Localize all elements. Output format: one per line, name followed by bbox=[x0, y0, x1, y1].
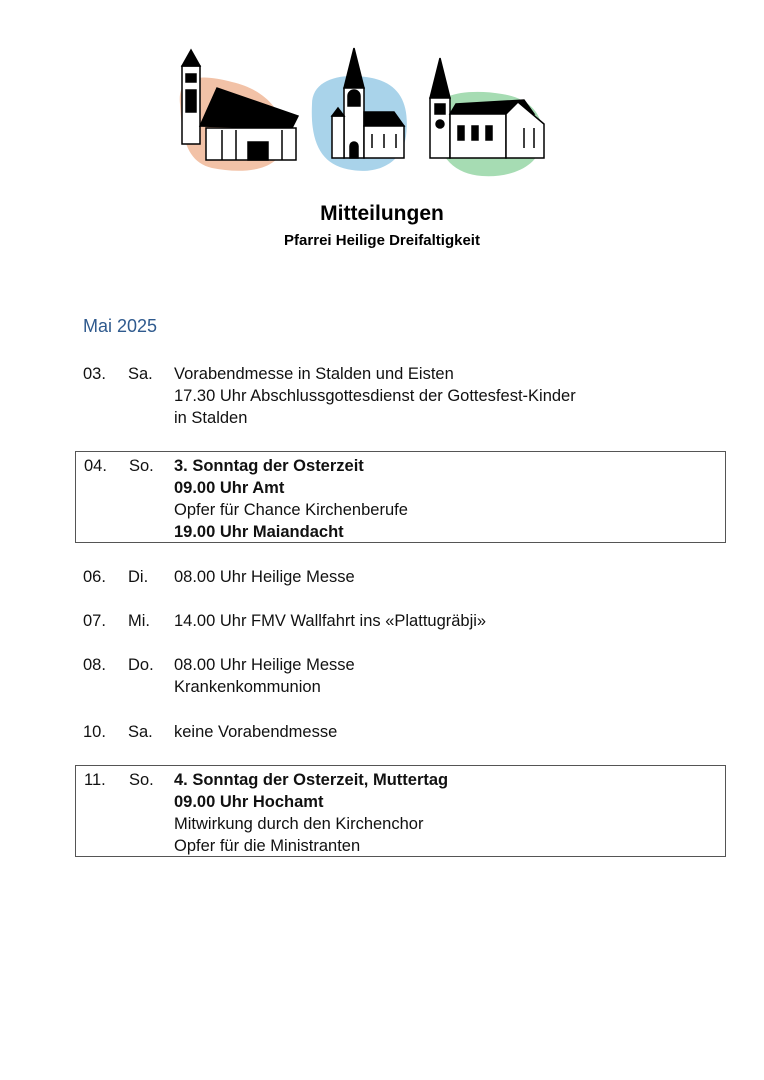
entry-line: 19.00 Uhr Maiandacht bbox=[174, 523, 344, 541]
page-title: Mitteilungen bbox=[320, 202, 444, 225]
entry-day: So. bbox=[129, 457, 154, 475]
entry-date: 10. bbox=[83, 723, 106, 741]
entry-line: 08.00 Uhr Heilige Messe bbox=[174, 568, 355, 586]
parish-churches-logo bbox=[172, 44, 552, 184]
schedule-entry-highlighted bbox=[75, 451, 726, 543]
month-heading: Mai 2025 bbox=[83, 316, 158, 336]
entry-line: 3. Sonntag der Osterzeit bbox=[174, 457, 364, 475]
entry-line: Opfer für Chance Kirchenberufe bbox=[174, 501, 408, 519]
entry-line: Vorabendmesse in Stalden und Eisten bbox=[174, 365, 454, 383]
schedule-entry-highlighted bbox=[75, 765, 726, 857]
entry-line: 09.00 Uhr Hochamt bbox=[174, 793, 324, 811]
entry-date: 11. bbox=[84, 771, 106, 789]
entry-line: keine Vorabendmesse bbox=[174, 723, 338, 741]
schedule-entry bbox=[75, 654, 726, 698]
entry-date: 03. bbox=[83, 365, 106, 383]
entry-date: 04. bbox=[84, 457, 107, 475]
church-3-icon bbox=[430, 58, 544, 158]
schedule-entry bbox=[75, 610, 726, 632]
entry-date: 06. bbox=[83, 568, 106, 586]
entry-day: Mi. bbox=[128, 612, 150, 630]
entry-day: Sa. bbox=[128, 723, 153, 741]
entry-day: Sa. bbox=[128, 365, 153, 383]
schedule-entry bbox=[75, 566, 726, 588]
entry-day: So. bbox=[129, 771, 154, 789]
entry-line: 17.30 Uhr Abschlussgottesdienst der Gottesfest-Kinder bbox=[174, 387, 576, 405]
entry-line: 09.00 Uhr Amt bbox=[174, 479, 285, 497]
page-subtitle: Pfarrei Heilige Dreifaltigkeit bbox=[284, 232, 480, 249]
entry-line: 4. Sonntag der Osterzeit, Muttertag bbox=[174, 771, 449, 789]
entry-line: 08.00 Uhr Heilige Messe bbox=[174, 656, 355, 674]
entry-date: 07. bbox=[83, 612, 106, 630]
entry-line: Opfer für die Ministranten bbox=[174, 837, 361, 855]
entry-line: 14.00 Uhr FMV Wallfahrt ins «Plattugräbji» bbox=[174, 612, 487, 630]
entry-line: in Stalden bbox=[174, 409, 248, 427]
entry-line: Mitwirkung durch den Kirchenchor bbox=[174, 815, 424, 833]
entry-line: Krankenkommunion bbox=[174, 678, 321, 696]
schedule-entry bbox=[75, 363, 726, 429]
entry-day: Do. bbox=[128, 656, 154, 674]
schedule-entry bbox=[75, 721, 726, 743]
entry-day: Di. bbox=[128, 568, 149, 586]
church-1-icon bbox=[182, 50, 298, 160]
entry-date: 08. bbox=[83, 656, 106, 674]
